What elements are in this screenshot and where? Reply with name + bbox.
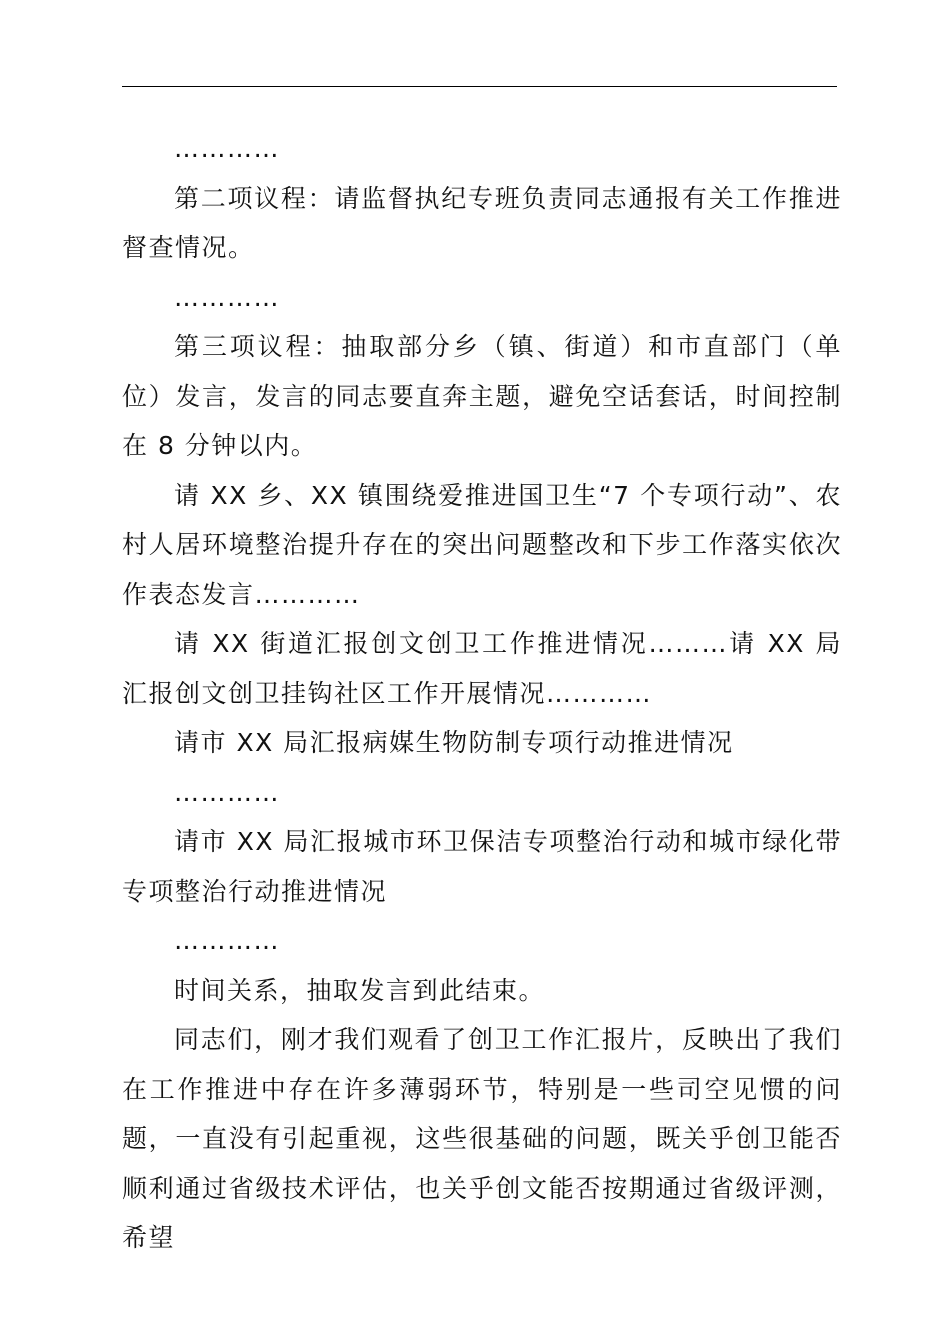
ellipsis-line: ………… bbox=[174, 926, 280, 955]
document-body bbox=[122, 124, 842, 1263]
speech-paragraph: 同志们，刚才我们观看了创卫工作汇报片，反映出了我们在工作推进中存在许多薄弱环节，特别是一些司空见惯的问题，一直没有引起重视，这些很基础的问题，既关乎创卫能否顺利通过省级技术评估，也关乎创文能否按期通过省级评测，希望 bbox=[122, 1025, 842, 1252]
speaker-request-vector-control: 请市 XX 局汇报病媒生物防制专项行动推进情况 bbox=[174, 728, 734, 757]
ellipsis-line: ………… bbox=[174, 134, 280, 163]
ellipsis-line: ………… bbox=[174, 282, 280, 312]
closing-remark: 时间关系，抽取发言到此结束。 bbox=[174, 975, 546, 1005]
header-rule bbox=[122, 86, 837, 87]
agenda-item-3: 第三项议程：抽取部分乡（镇、街道）和市直部门（单位）发言，发言的同志要直奔主题，避免空话套话，时间控制在 8 分钟以内。 bbox=[122, 332, 842, 460]
speaker-request-street-bureau: 请 XX 街道汇报创文创卫工作推进情况………请 XX 局汇报创文创卫挂钩社区工作开展情况………… bbox=[122, 629, 842, 708]
agenda-item-2: 第二项议程：请监督执纪专班负责同志通报有关工作推进督查情况。 bbox=[122, 183, 842, 262]
ellipsis-line: ………… bbox=[174, 777, 280, 807]
speaker-request-townships: 请 XX 乡、XX 镇围绕爱推进国卫生“7 个专项行动”、农村人居环境整治提升存在的突出问题整改和下步工作落实依次作表态发言………… bbox=[122, 480, 842, 609]
speaker-request-sanitation: 请市 XX 局汇报城市环卫保洁专项整治行动和城市绿化带专项整治行动推进情况 bbox=[122, 827, 842, 906]
